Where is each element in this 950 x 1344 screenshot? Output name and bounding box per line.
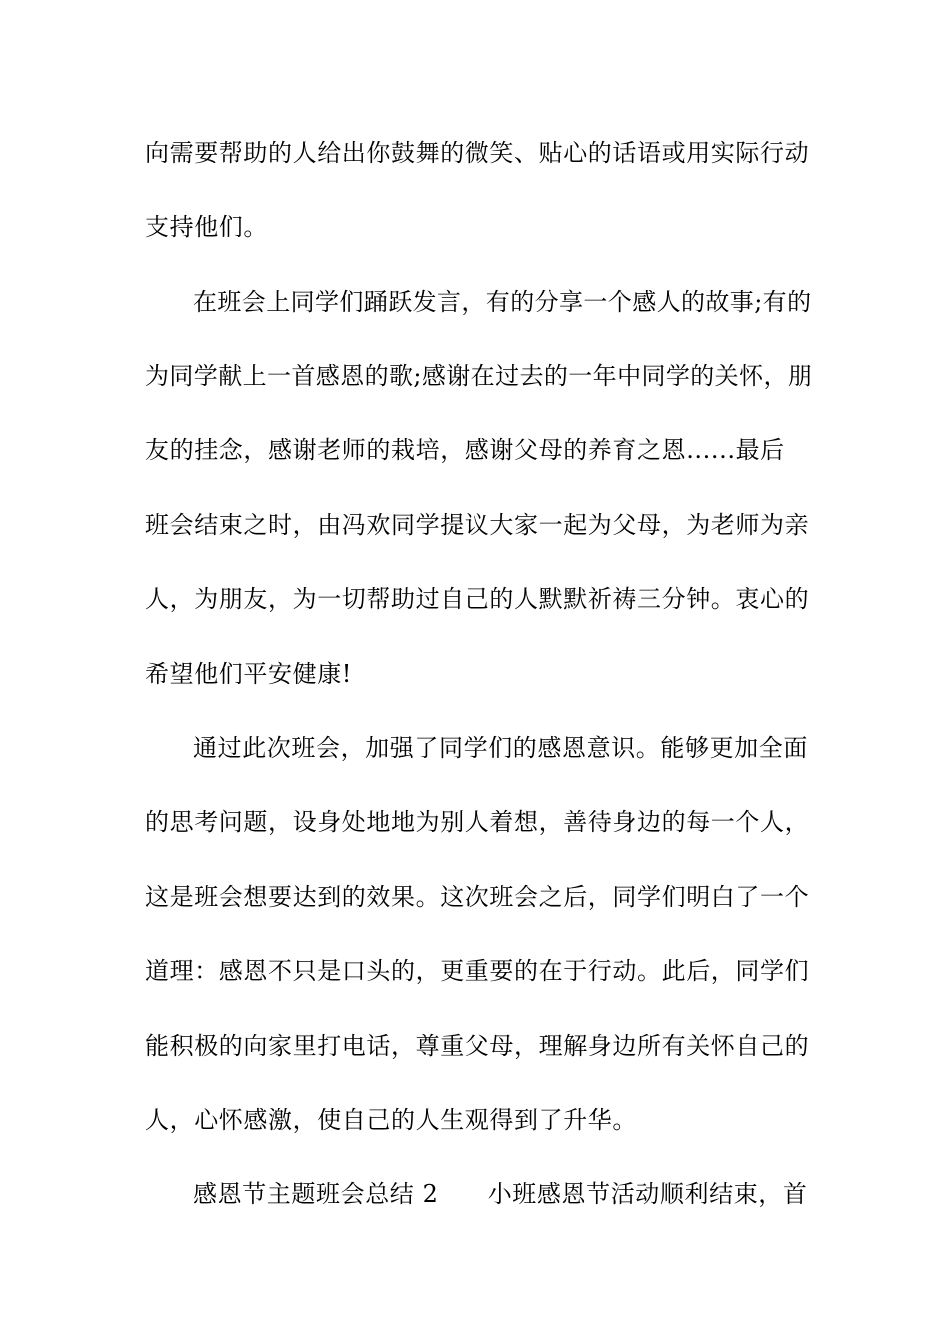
text-line: 友的挂念，感谢老师的栽培，感谢父母的养育之恩......最后 (145, 436, 785, 464)
text-line: 的思考问题，设身处地地为别人着想，善待身边的每一个人， (145, 808, 810, 836)
text-line: 能积极的向家里打电话，尊重父母，理解身边所有关怀自己的 (145, 1032, 810, 1060)
paragraph-first-line: 在班会上同学们踊跃发言，有的分享一个感人的故事;有的 (193, 288, 812, 316)
text-line: 人，为朋友，为一切帮助过自己的人默默祈祷三分钟。衷心的 (145, 585, 810, 613)
paragraph-first-line: 通过此次班会，加强了同学们的感恩意识。能够更加全面 (193, 734, 808, 762)
text-line: 人，心怀感激，使自己的人生观得到了升华。 (145, 1106, 637, 1134)
text-line: 支持他们。 (145, 213, 268, 241)
text-line: 向需要帮助的人给出你鼓舞的微笑、贴心的话语或用实际行动 (145, 139, 810, 167)
section-heading-line: 感恩节主题班会总结 2 小班感恩节活动顺利结束，首 (193, 1180, 808, 1208)
text-line: 这是班会想要达到的效果。这次班会之后，同学们明白了一个 (145, 883, 810, 911)
text-line: 为同学献上一首感恩的歌;感谢在过去的一年中同学的关怀，朋 (145, 362, 813, 390)
text-line: 希望他们平安健康! (145, 660, 353, 688)
text-line: 班会结束之时，由冯欢同学提议大家一起为父母，为老师为亲 (145, 511, 810, 539)
text-line: 道理：感恩不只是口头的，更重要的在于行动。此后，同学们 (145, 957, 810, 985)
